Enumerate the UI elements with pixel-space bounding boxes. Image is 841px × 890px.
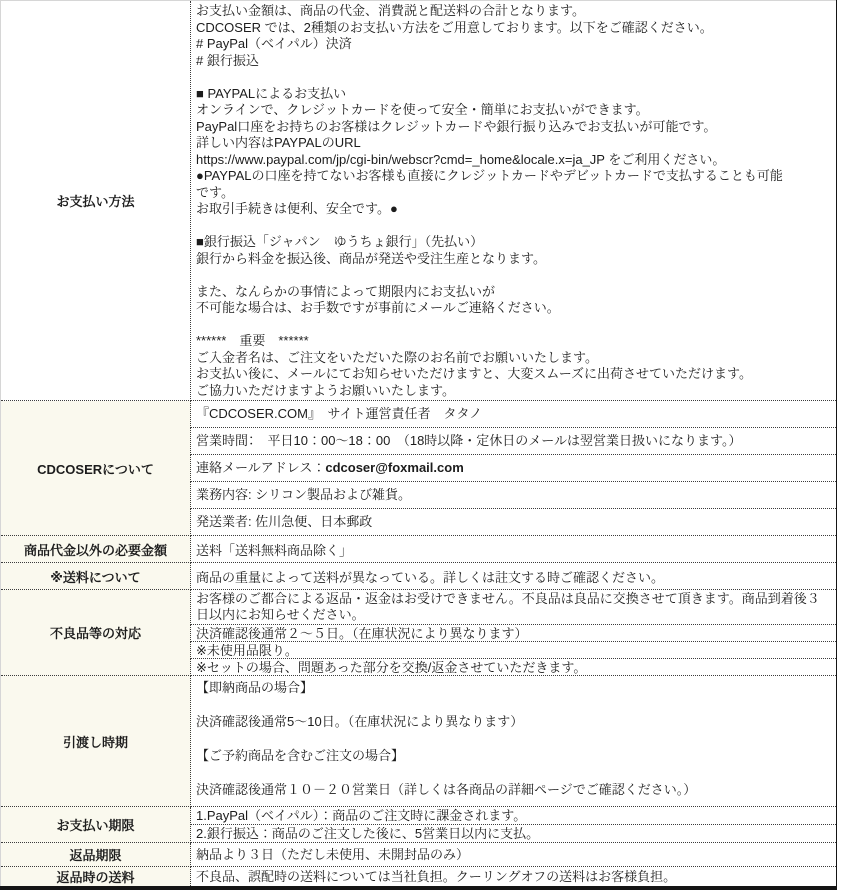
text-line: # 銀行振込 xyxy=(196,52,259,68)
about-site-cell xyxy=(191,401,837,428)
about-business-cell xyxy=(191,482,837,509)
return-deadline-cell: 納品より３日（ただし未使用、未開封品のみ） xyxy=(191,843,837,867)
cell-text: 『CDCOSER.COM』 サイト運営責任者 タタノ xyxy=(196,406,483,421)
defective-cell: 決済確認後通常２～５日。（在庫状況により異なります） xyxy=(191,625,837,642)
row-label-about: CDCOSERについて xyxy=(1,401,191,536)
paypal-url-text: https://www.paypal.com/jp/cgi-bin/webscr?cmd=_home&locale.x=ja_JP をご利用ください。 xyxy=(196,151,726,167)
cell-text: 送料「送料無料商品除く」 xyxy=(196,542,353,558)
shipping-note-cell xyxy=(191,563,837,590)
table-row-extra-fees xyxy=(1,536,837,563)
defective-cell: ※未使用品限り。 xyxy=(191,642,837,659)
text-line xyxy=(196,730,831,747)
text-line xyxy=(196,69,831,86)
row-label-payment-deadline: お支払い期限 xyxy=(1,807,191,843)
text-line: ●PAYPALの口座を持てないお客様も直接にクレジットカードやデビットカードで支払することも可能 xyxy=(196,168,783,183)
text-line: 決済確認後通常１０－２０営業日（詳しくは各商品の詳細ページでご確認ください。） xyxy=(196,782,697,797)
defective-cell: ※セットの場合、問題あった部分を交換/返金させていただきます。 xyxy=(191,659,837,676)
text-line xyxy=(196,696,831,713)
row-label-return-deadline: 返品期限 xyxy=(1,843,191,867)
table-row-return-shipping xyxy=(1,867,837,889)
table-row-about-site xyxy=(1,401,837,428)
text-line: お支払い金額は、商品の代金、消費説と配送料の合計となります。 xyxy=(196,3,585,18)
table-row-defective-1 xyxy=(1,590,837,625)
text-line: 決済確認後通常5～10日。（在庫状況により異なります） xyxy=(196,714,524,729)
row-label-extra-fees: 商品代金以外の必要金額 xyxy=(1,536,191,563)
about-contact-cell xyxy=(191,455,837,482)
text-line: # PayPal（ベイパル）決済 xyxy=(196,36,352,51)
text-line: 不可能な場合は、お手数ですが事前にメールご連絡ください。 xyxy=(196,300,560,315)
table-row-return-deadline xyxy=(1,843,837,867)
cell-text: 商品の重量によって送料が異なっている。詳しくは註文する時ご確認ください。 xyxy=(196,569,665,585)
row-label-shipping-note: ※送料について xyxy=(1,563,191,590)
text-line xyxy=(196,218,831,235)
payment-deadline-cell: 1.PayPal（ベイパル）：商品のご注文時に課金されます。 xyxy=(191,807,837,825)
text-line: PayPal口座をお持ちのお客様はクレジットカードや銀行振り込みでお支払いが可能です。 xyxy=(196,118,717,134)
text-line: また、なんらかの事情によって期限内にお支払いが xyxy=(196,283,496,299)
text-line: お支払い後に、メールにてお知らせいただけますと、大変スムーズに出荷させていただけます。 xyxy=(196,366,753,381)
text-line: 【即納商品の場合】 xyxy=(196,680,314,695)
text-line: オンラインで、クレジットカードを使って安全・簡単にお支払いができます。 xyxy=(196,102,649,117)
table-row-payment-method xyxy=(1,1,837,401)
table-row-shipping-note xyxy=(1,563,837,590)
return-shipping-cell: 不良品、誤配時の送料については当社負担。クーリングオフの送料はお客様負担。 xyxy=(191,867,837,889)
about-hours-cell xyxy=(191,428,837,455)
payment-method-cell xyxy=(191,1,837,401)
row-label-defective: 不良品等の対応 xyxy=(1,590,191,676)
text-line: ご入金者名は、ご注文をいただいた際のお名前でお願いいたします。 xyxy=(196,349,598,365)
row-label-delivery: 引渡し時期 xyxy=(1,676,191,807)
text-line: お取引手続きは便利、安全です。● xyxy=(196,201,398,216)
defective-cell: お客様のご都合による返品・返金はお受けできません。不良品は良品に交換させて頂きます。商品到着後３日以内にお知らせください。 xyxy=(191,590,837,625)
text-line xyxy=(196,317,831,334)
text-line xyxy=(196,764,831,781)
text-line: CDCOSER では、2種類のお支払い方法をご用意しております。以下をご確認ください。 xyxy=(196,19,713,35)
payment-deadline-cell: 2.銀行振込：商品のご注文した後に、5営業日以内に支払。 xyxy=(191,825,837,843)
text-line: 【ご予約商品を含むご注文の場合】 xyxy=(196,748,405,763)
extra-fees-cell xyxy=(191,536,837,563)
delivery-cell xyxy=(191,676,837,807)
table-row-delivery xyxy=(1,676,837,807)
contact-email: cdcoser@foxmail.com xyxy=(325,460,464,475)
table-row-payment-deadline-1 xyxy=(1,807,837,825)
about-shipper-cell xyxy=(191,509,837,536)
text-line xyxy=(196,267,831,284)
text-line: ご協力いただけますようお願いいたします。 xyxy=(196,382,455,398)
text-line: 銀行から料金を振込後、商品が発送や受注生産となります。 xyxy=(196,250,546,266)
text-line: ■銀行振込「ジャパン ゆうちょ銀行」（先払い） xyxy=(196,234,484,249)
row-label-payment-method: お支払い方法 xyxy=(1,1,191,401)
text-line: ****** 重要 ****** xyxy=(196,333,309,348)
text-line: です。 xyxy=(196,184,234,200)
text-line: 詳しい内容はPAYPALのURL xyxy=(196,135,361,150)
cell-text: 営業時間： 平日10：00～18：00 （18時以降・定休日のメールは翌営業日扱いになります。） xyxy=(196,433,742,448)
cell-text: 発送業者: 佐川急便、日本郵政 xyxy=(196,514,373,529)
cell-text: 連絡メールアドレス： xyxy=(196,460,326,475)
cell-text: 業務内容: シリコン製品および雑貨。 xyxy=(196,487,411,502)
text-line: ■ PAYPALによるお支払い xyxy=(196,85,347,101)
row-label-return-shipping: 返品時の送料 xyxy=(1,867,191,889)
